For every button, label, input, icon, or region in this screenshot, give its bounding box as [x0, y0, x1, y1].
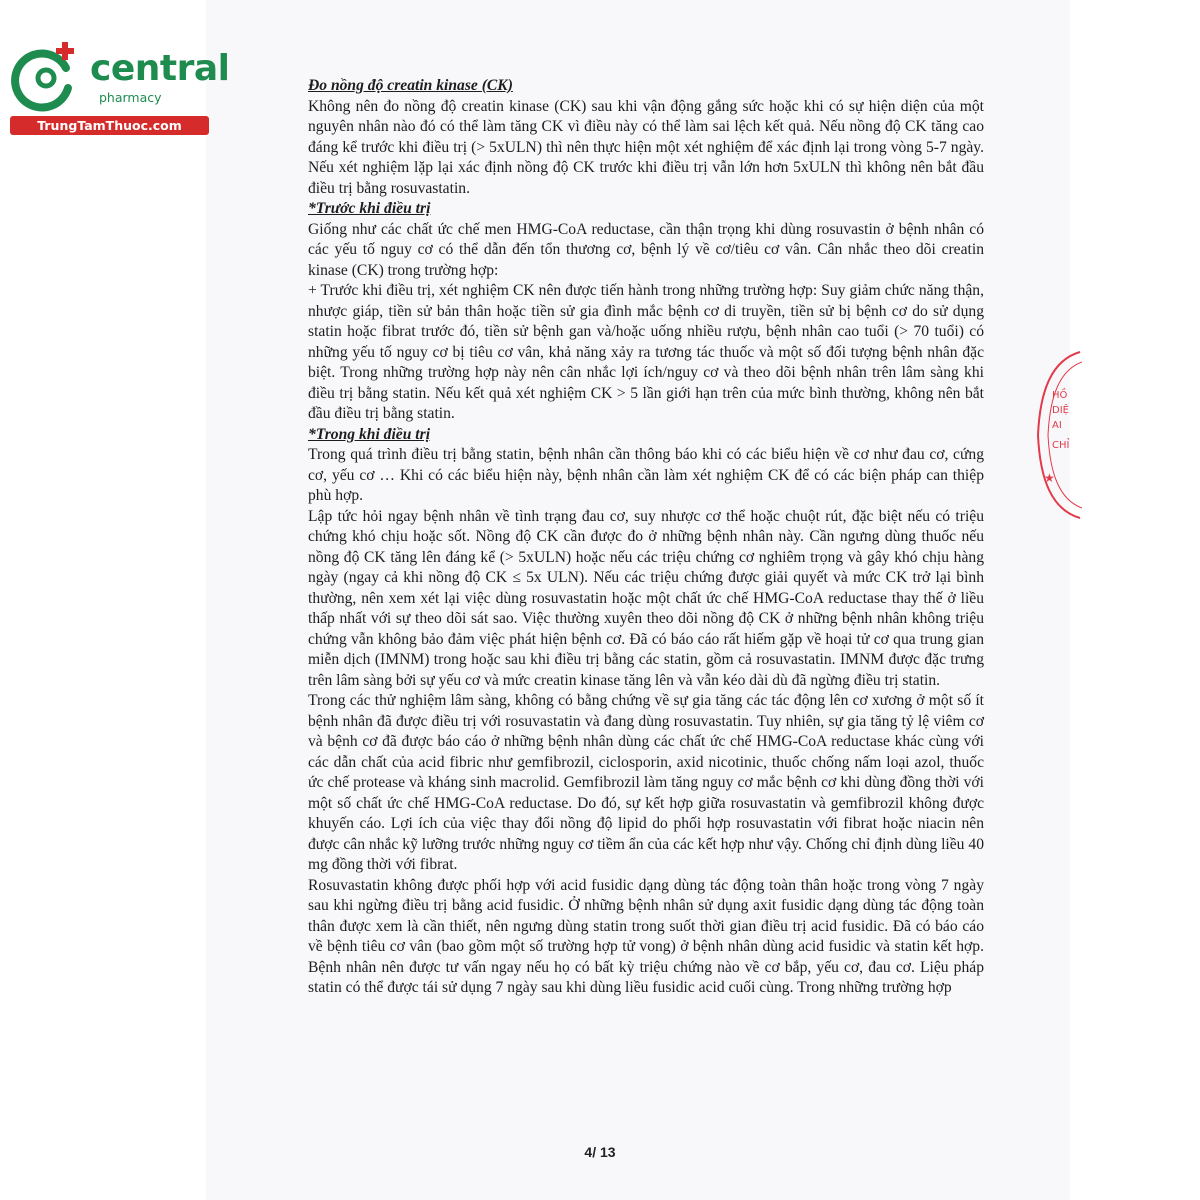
paragraph-clinical-trials: Trong các thử nghiệm lâm sàng, không có bằng chứng về sự gia tăng các tác động lên cơ xương ở một số ít bệnh nhân đã được điều trị với rosuvastatin và đang dùng rosuvastatin. Tuy nhiên, sự gia tăng tỷ lệ viêm cơ và bệnh cơ đã được báo cáo ở những bệnh nhân dùng các chất ức chế HMG-CoA reductase khác cùng với các dẫn chất của acid fibric như gemfibrozil, ciclosporin, axid nicotinic, thuốc chống nấm loại azol, thuốc ức chế protease và kháng sinh macrolid. Gemfibrozil làm tăng nguy cơ mắc bệnh cơ khi dùng đồng thời với một số chất ức chế HMG-CoA reductase. Do đó, sự kết hợp giữa rosuvastatin và gemfibrozil không được khuyến cáo. Lợi ích của việc thay đổi nồng độ lipid do phối hợp rosuvastatin với fibrat hoặc niacin nên được cân nhắc kỹ lưỡng trước những nguy cơ tiềm ẩn của các kết hợp như vậy. Chống chỉ định dùng liều 40 mg đồng thời với fibrat. [308, 692, 984, 873]
paragraph-before-ck-test: + Trước khi điều trị, xét nghiệm CK nên được tiến hành trong những trường hợp: Suy giảm chức năng thận, nhược giáp, tiền sử bản thân hoặc tiền sử gia đình mắc bệnh cơ di truyền, tiền sử bị bệnh cơ do sử dụng statin hoặc fibrat trước đó, tiền sử bệnh gan và/hoặc uống nhiều rượu, bệnh nhân cao tuổi (> 70 tuổi) có những yếu tố nguy cơ bị tiêu cơ vân, khả năng xảy ra tương tác thuốc và một số đối tượng bệnh nhân đặc biệt. Trong những trường hợp này nên cân nhắc lợi ích/nguy cơ và theo dõi bệnh nhân trên lâm sàng khi điều trị bằng statin. Nếu kết quả xét nghiệm CK > 5 lần giới hạn trên của mức bình thường, không nên bắt đầu điều trị bằng statin. [308, 282, 984, 422]
paragraph-during-symptoms: Trong quá trình điều trị bằng statin, bệnh nhân cần thông báo khi có các biểu hiện về cơ như đau cơ, cứng cơ, yếu cơ … Khi có các biểu hiện này, bệnh nhân cần làm xét nghiệm CK để có các biện pháp can thiệp phù hợp. [308, 446, 984, 504]
heading-ck: Đo nồng độ creatin kinase (CK) [308, 77, 513, 94]
svg-text:CHỈ: CHỈ [1052, 440, 1070, 451]
svg-text:★: ★ [1044, 471, 1055, 485]
heading-before-treatment: *Trước khi điều trị [308, 200, 431, 217]
paragraph-caution: Giống như các chất ức chế men HMG-CoA reductase, cần thận trọng khi dùng rosuvastin ở bệnh nhân có các yếu tố nguy cơ có thể dẫn đến tổn thương cơ, bệnh lý về cơ/tiêu cơ vân. Cân nhắc theo dõi creatin kinase (CK) trong trường hợp: [308, 220, 984, 279]
svg-text:DIỆ: DIỆ [1052, 405, 1069, 416]
red-stamp-fragment [1032, 350, 1082, 520]
central-pharmacy-logo[interactable] [10, 38, 230, 136]
page-number: 4/ 13 [584, 1144, 616, 1160]
logo-brand-text: central [90, 48, 230, 89]
svg-text:HỒ: HỒ [1052, 390, 1068, 401]
paragraph-fusidic-acid: Rosuvastatin không được phối hợp với acid fusidic dạng dùng tác động toàn thân hoặc trong vòng 7 ngày sau khi ngừng điều trị bằng acid fusidic. Ở những bệnh nhân sử dụng axit fusidic dạng dùng tác động toàn thân được xem là cần thiết, nên ngưng dùng statin trong suốt thời gian điều trị acid fusidic. Đã có báo cáo về bệnh tiêu cơ vân (bao gồm một số trường hợp tử vong) ở bệnh nhân dùng acid fusidic và statin kết hợp. Bệnh nhân nên được tư vấn ngay nếu họ có bất kỳ triệu chứng nào về cơ bắp, yếu cơ, đau cơ. Liệu pháp statin có thể được tái sử dụng 7 ngày sau khi dùng liều fusidic acid cuối cùng. Trong những trường hợp [308, 876, 984, 996]
paragraph-ck-followup: Lập tức hỏi ngay bệnh nhân về tình trạng đau cơ, suy nhược cơ thể hoặc chuột rút, đặc biệt nếu có triệu chứng khó chịu hoặc sốt. Nồng độ CK cần được đo ở những bệnh nhân này. Cần ngưng dùng thuốc nếu nồng độ CK tăng lên đáng kể (> 5xULN) hoặc nếu các triệu chứng cơ nghiêm trọng và gây khó chịu hàng ngày (ngay cả khi nồng độ CK ≤ 5x ULN). Nếu các triệu chứng được giải quyết và mức CK trở lại bình thường, nên xem xét lại việc dùng rosuvastatin hoặc một chất ức chế HMG-CoA reductase thay thế ở liều thấp nhất với sự theo dõi sát sao. Việc thường xuyên theo dõi nồng độ CK ở những bệnh nhân không triệu chứng vẫn không bảo đảm việc phát hiện bệnh cơ. Đã có báo cáo rất hiếm gặp về hoại tử cơ qua trung gian miễn dịch (IMNM) trong hoặc sau khi điều trị bằng các statin, gồm cả rosuvastatin. IMNM được đặc trưng trên lâm sàng bởi sự yếu cơ và mức creatin kinase tăng lên và vẫn kéo dài dù đã ngừng điều trị statin. [308, 507, 984, 689]
logo-sub-text: pharmacy [99, 90, 162, 105]
document-body [308, 76, 984, 999]
pharmacy-cross-icon [10, 38, 90, 114]
logo-site-label: TrungTamThuoc.com [10, 116, 209, 135]
heading-during-treatment: *Trong khi điều trị [308, 425, 431, 443]
paragraph-ck-measure: Không nên đo nồng độ creatin kinase (CK) sau khi vận động gắng sức hoặc khi có sự hiện diện của một nguyên nhân nào đó có thể làm tăng CK vì điều này có thể làm sai lệch kết quả. Nếu nồng độ CK tăng cao đáng kể trước khi điều trị (> 5xULN) thì nên thực hiện một xét nghiệm để xác định lại trong vòng 5-7 ngày. Nếu xét nghiệm lặp lại xác định nồng độ CK trước khi điều trị vẫn lớn hơn 5xULN thì không nên bắt đầu điều trị bằng rosuvastatin. [308, 97, 984, 197]
stamp-graphic [1032, 350, 1082, 520]
svg-text:AI: AI [1052, 420, 1062, 431]
